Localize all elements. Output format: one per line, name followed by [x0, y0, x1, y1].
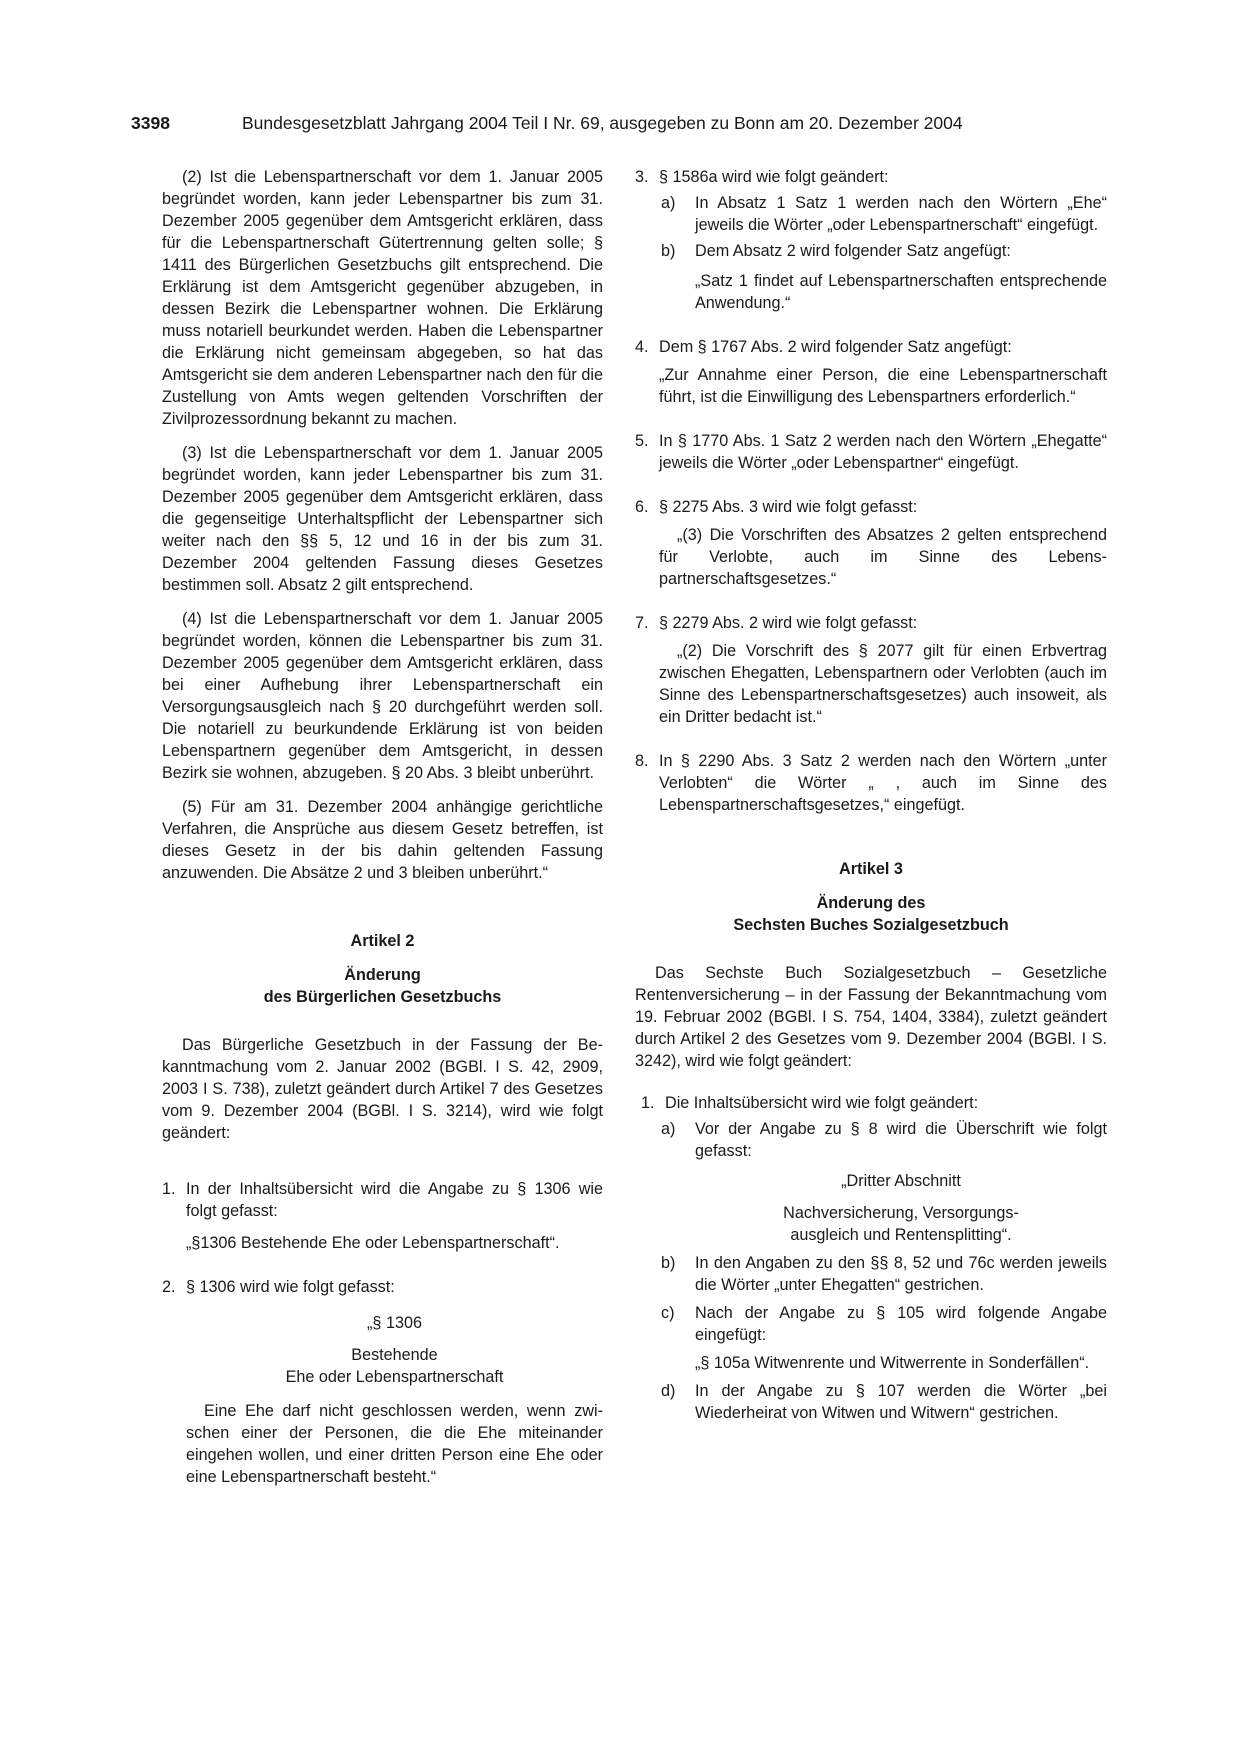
quoted-heading-line2: Nachversicherung, Versorgungs-	[783, 1204, 1019, 1222]
item-number: 1.	[162, 1180, 176, 1198]
item-number: 5.	[635, 432, 649, 450]
article-3-title: Artikel 3	[839, 860, 903, 878]
page-header	[131, 113, 1131, 134]
item-quote: „§1306 Bestehende Ehe oder Lebenspartnerschaft“.	[186, 1234, 560, 1252]
quoted-heading-line3: ausgleich und Rentensplitting“.	[790, 1226, 1012, 1244]
sub-item-text: In der Angabe zu § 107 werden die Wörter „bei Wiederheirat von Witwen und Witwern“ gestrichen.	[695, 1382, 1107, 1422]
article-3-intro: Das Sechste Buch Sozialgesetzbuch – Gesetzliche Rentenversicherung – in der Fassung der Bekanntmachung vom 19. Februar 2002 (BGBl. I S. 754, 1404, 3384), zuletzt geändert durch Artikel 2 des Gesetzes vom 9. Dezember 2004 (BGBl. I S. 3242), wird wie folgt geändert:	[635, 964, 1107, 1070]
sub-item-quote: „§ 105a Witwenrente und Witwerrente in Sonderfällen“.	[695, 1354, 1090, 1372]
gazette-title: Bundesgesetzblatt Jahrgang 2004 Teil I Nr. 69, ausgegeben zu Bonn am 20. Dezember 2004	[242, 113, 963, 133]
sub-item-letter: a)	[661, 194, 676, 212]
item-text: § 1306 wird wie folgt gefasst:	[186, 1278, 395, 1296]
list-item	[635, 496, 1107, 590]
item-text: § 1586a wird wie folgt geändert:	[659, 168, 889, 186]
list-item	[635, 750, 1107, 816]
paragraph-2: (2) Ist die Lebenspartnerschaft vor dem 1. Januar 2005 begründet worden, kann jeder Lebenspartner bis zum 31. Dezember 2005 gegenüber dem Amtsgericht erklären, dass für die Lebenspartnerschaft Gütertrennung gelten solle; § 1411 des Bürgerlichen Gesetzbuchs gilt entsprechend. Die Erklärung ist dem Amtsgericht gegenüber abzugeben, in dessen Bezirk die Lebenspartner wohnen. Die Erklärung muss notariell beurkundet werden. Haben die Lebenspartner die Erklärung nicht gemeinsam abgegeben, so hat das Amtsgericht sie dem anderen Lebenspartner nach den für die Zustellung von Amts wegen geltenden Vorschriften der Zivilprozessordnung bekannt zu machen.	[162, 168, 603, 428]
sub-item-letter: b)	[661, 1254, 676, 1272]
article-2-subtitle-line2: des Bürgerlichen Gesetzbuchs	[263, 988, 502, 1006]
sub-item	[635, 1118, 1107, 1246]
list-item	[635, 612, 1107, 728]
article-2-intro: Das Bürgerliche Gesetzbuch in der Fassung der Bekanntmachung vom 2. Januar 2002 (BGBl. I S. 42, 2909, 2003 I S. 738), zuletzt geändert durch Artikel 7 des Gesetzes vom 9. Dezember 2004 (BGBl. I S. 3214), wird wie folgt geändert:	[162, 1036, 603, 1142]
item-number: 1.	[641, 1094, 655, 1112]
quoted-section-body: Eine Ehe darf nicht geschlossen werden, wenn zwischen einer der Personen, die die Ehe miteinander eingehen wollen, und einer dritten Person eine Ehe oder eine Lebenspartnerschaft besteht.“	[186, 1402, 603, 1486]
item-number: 7.	[635, 614, 649, 632]
quoted-heading-line1: „Dritter Abschnitt	[841, 1172, 961, 1190]
article-2-title: Artikel 2	[350, 932, 415, 950]
item-number: 8.	[635, 752, 649, 770]
quoted-section-number: „§ 1306	[367, 1314, 422, 1332]
article-2-subtitle-line1: Änderung	[344, 966, 421, 984]
list-item	[635, 430, 1107, 474]
list-item	[162, 1178, 603, 1254]
item-text: § 2279 Abs. 2 wird wie folgt gefasst:	[659, 614, 918, 632]
item-text: In § 1770 Abs. 1 Satz 2 werden nach den Wörtern „Ehegatte“ jeweils die Wörter „oder Lebenspartner“ eingefügt.	[659, 432, 1107, 472]
item-number: 6.	[635, 498, 649, 516]
item-quote: „(2) Die Vorschrift des § 2077 gilt für einen Erbvertrag zwischen Ehegatten, Lebenspartnern oder Verlobten (auch im Sinne des Lebenspartnerschaftsgesetzes) auch insoweit, als ein Dritter bedacht ist.“	[659, 642, 1107, 726]
sub-item	[635, 1252, 1107, 1296]
sub-item-text: Dem Absatz 2 wird folgender Satz angefügt:	[695, 242, 1011, 260]
sub-item	[635, 1380, 1107, 1424]
item-text: § 2275 Abs. 3 wird wie folgt gefasst:	[659, 498, 918, 516]
right-column	[635, 166, 1107, 1424]
sub-item	[635, 1302, 1107, 1374]
item-number: 4.	[635, 338, 649, 356]
sub-item-letter: b)	[661, 242, 676, 260]
list-item	[635, 336, 1107, 408]
sub-item-letter: d)	[661, 1382, 676, 1400]
list-item	[635, 1092, 1107, 1114]
paragraph-4: (4) Ist die Lebenspartnerschaft vor dem 1. Januar 2005 begründet worden, können die Lebenspartner bis zum 31. Dezember 2005 gegenüber dem Amtsgericht erklären, dass bei einer Aufhebung ihrer Lebenspartnerschaft ein Versorgungsausgleich nach § 20 durchgeführt werden soll. Die notariell zu beurkundende Erklärung ist von beiden Lebenspartnern gegenüber dem Amtsgericht, in dessen Bezirk sie wohnen, abzugeben. § 20 Abs. 3 bleibt unberührt.	[162, 610, 603, 782]
sub-item-text: In Absatz 1 Satz 1 werden nach den Wörtern „Ehe“ jeweils die Wörter „oder Lebenspartnerschaft“ eingefügt.	[695, 194, 1107, 234]
sub-item-quote: „Satz 1 findet auf Lebenspartnerschaften entsprechende Anwendung.“	[695, 272, 1107, 312]
sub-item-text: Vor der Angabe zu § 8 wird die Überschrift wie folgt gefasst:	[695, 1120, 1107, 1160]
item-text: In der Inhaltsübersicht wird die Angabe zu § 1306 wie folgt gefasst:	[186, 1180, 603, 1220]
sub-item-letter: a)	[661, 1120, 676, 1138]
article-3-subtitle-line1: Änderung des	[816, 894, 926, 912]
item-text: Dem § 1767 Abs. 2 wird folgender Satz angefügt:	[659, 338, 1012, 356]
item-number: 3.	[635, 168, 649, 186]
paragraph-5: (5) Für am 31. Dezember 2004 anhängige gerichtliche Verfahren, die Ansprüche aus diesem Gesetz betreffen, ist dieses Gesetz in der bis dahin geltenden Fassung anzuwenden. Die Absätze 2 und 3 bleiben unberührt.“	[162, 798, 603, 882]
page-number: 3398	[131, 113, 170, 133]
sub-item	[635, 240, 1107, 314]
sub-item-text: In den Angaben zu den §§ 8, 52 und 76c werden jeweils die Wörter „unter Ehegatten“ gestrichen.	[695, 1254, 1107, 1294]
left-column	[162, 166, 603, 1488]
quoted-section-title-line1: Bestehende	[351, 1346, 438, 1364]
item-quote: „Zur Annahme einer Person, die eine Lebenspartnerschaft führt, ist die Einwilligung des Lebenspartners erforderlich.“	[659, 366, 1107, 406]
article-3-subtitle-line2: Sechsten Buches Sozialgesetzbuch	[733, 916, 1009, 934]
item-text: Die Inhaltsübersicht wird wie folgt geändert:	[665, 1094, 979, 1112]
item-text: In § 2290 Abs. 3 Satz 2 werden nach den Wörtern „unter Verlobten“ die Wörter „ , auch im Sinne des Lebenspartnerschaftsgesetzes,“ eingefügt.	[659, 752, 1107, 814]
quoted-section-title-line2: Ehe oder Lebenspartnerschaft	[285, 1368, 504, 1386]
item-number: 2.	[162, 1278, 176, 1296]
paragraph-3: (3) Ist die Lebenspartnerschaft vor dem 1. Januar 2005 begründet worden, kann jeder Lebenspartner bis zum 31. Dezember 2005 gegenüber dem Amtsgericht erklären, dass die gegenseitige Unterhaltspflicht der Lebenspartner sich weiter nach den §§ 5, 12 und 16 in der bis zum 31. Dezember 2004 geltenden Fassung dieses Gesetzes bestimmen soll. Absatz 2 gilt entsprechend.	[162, 444, 603, 594]
list-item	[635, 166, 1107, 188]
sub-item-text: Nach der Angabe zu § 105 wird folgende Angabe eingefügt:	[695, 1304, 1107, 1344]
list-item	[162, 1276, 603, 1488]
sub-item-letter: c)	[661, 1304, 675, 1322]
sub-item	[635, 192, 1107, 236]
item-quote: „(3) Die Vorschriften des Absatzes 2 gelten entsprechend für Verlobte, auch im Sinne des Lebenspartnerschaftsgesetzes.“	[659, 526, 1107, 588]
